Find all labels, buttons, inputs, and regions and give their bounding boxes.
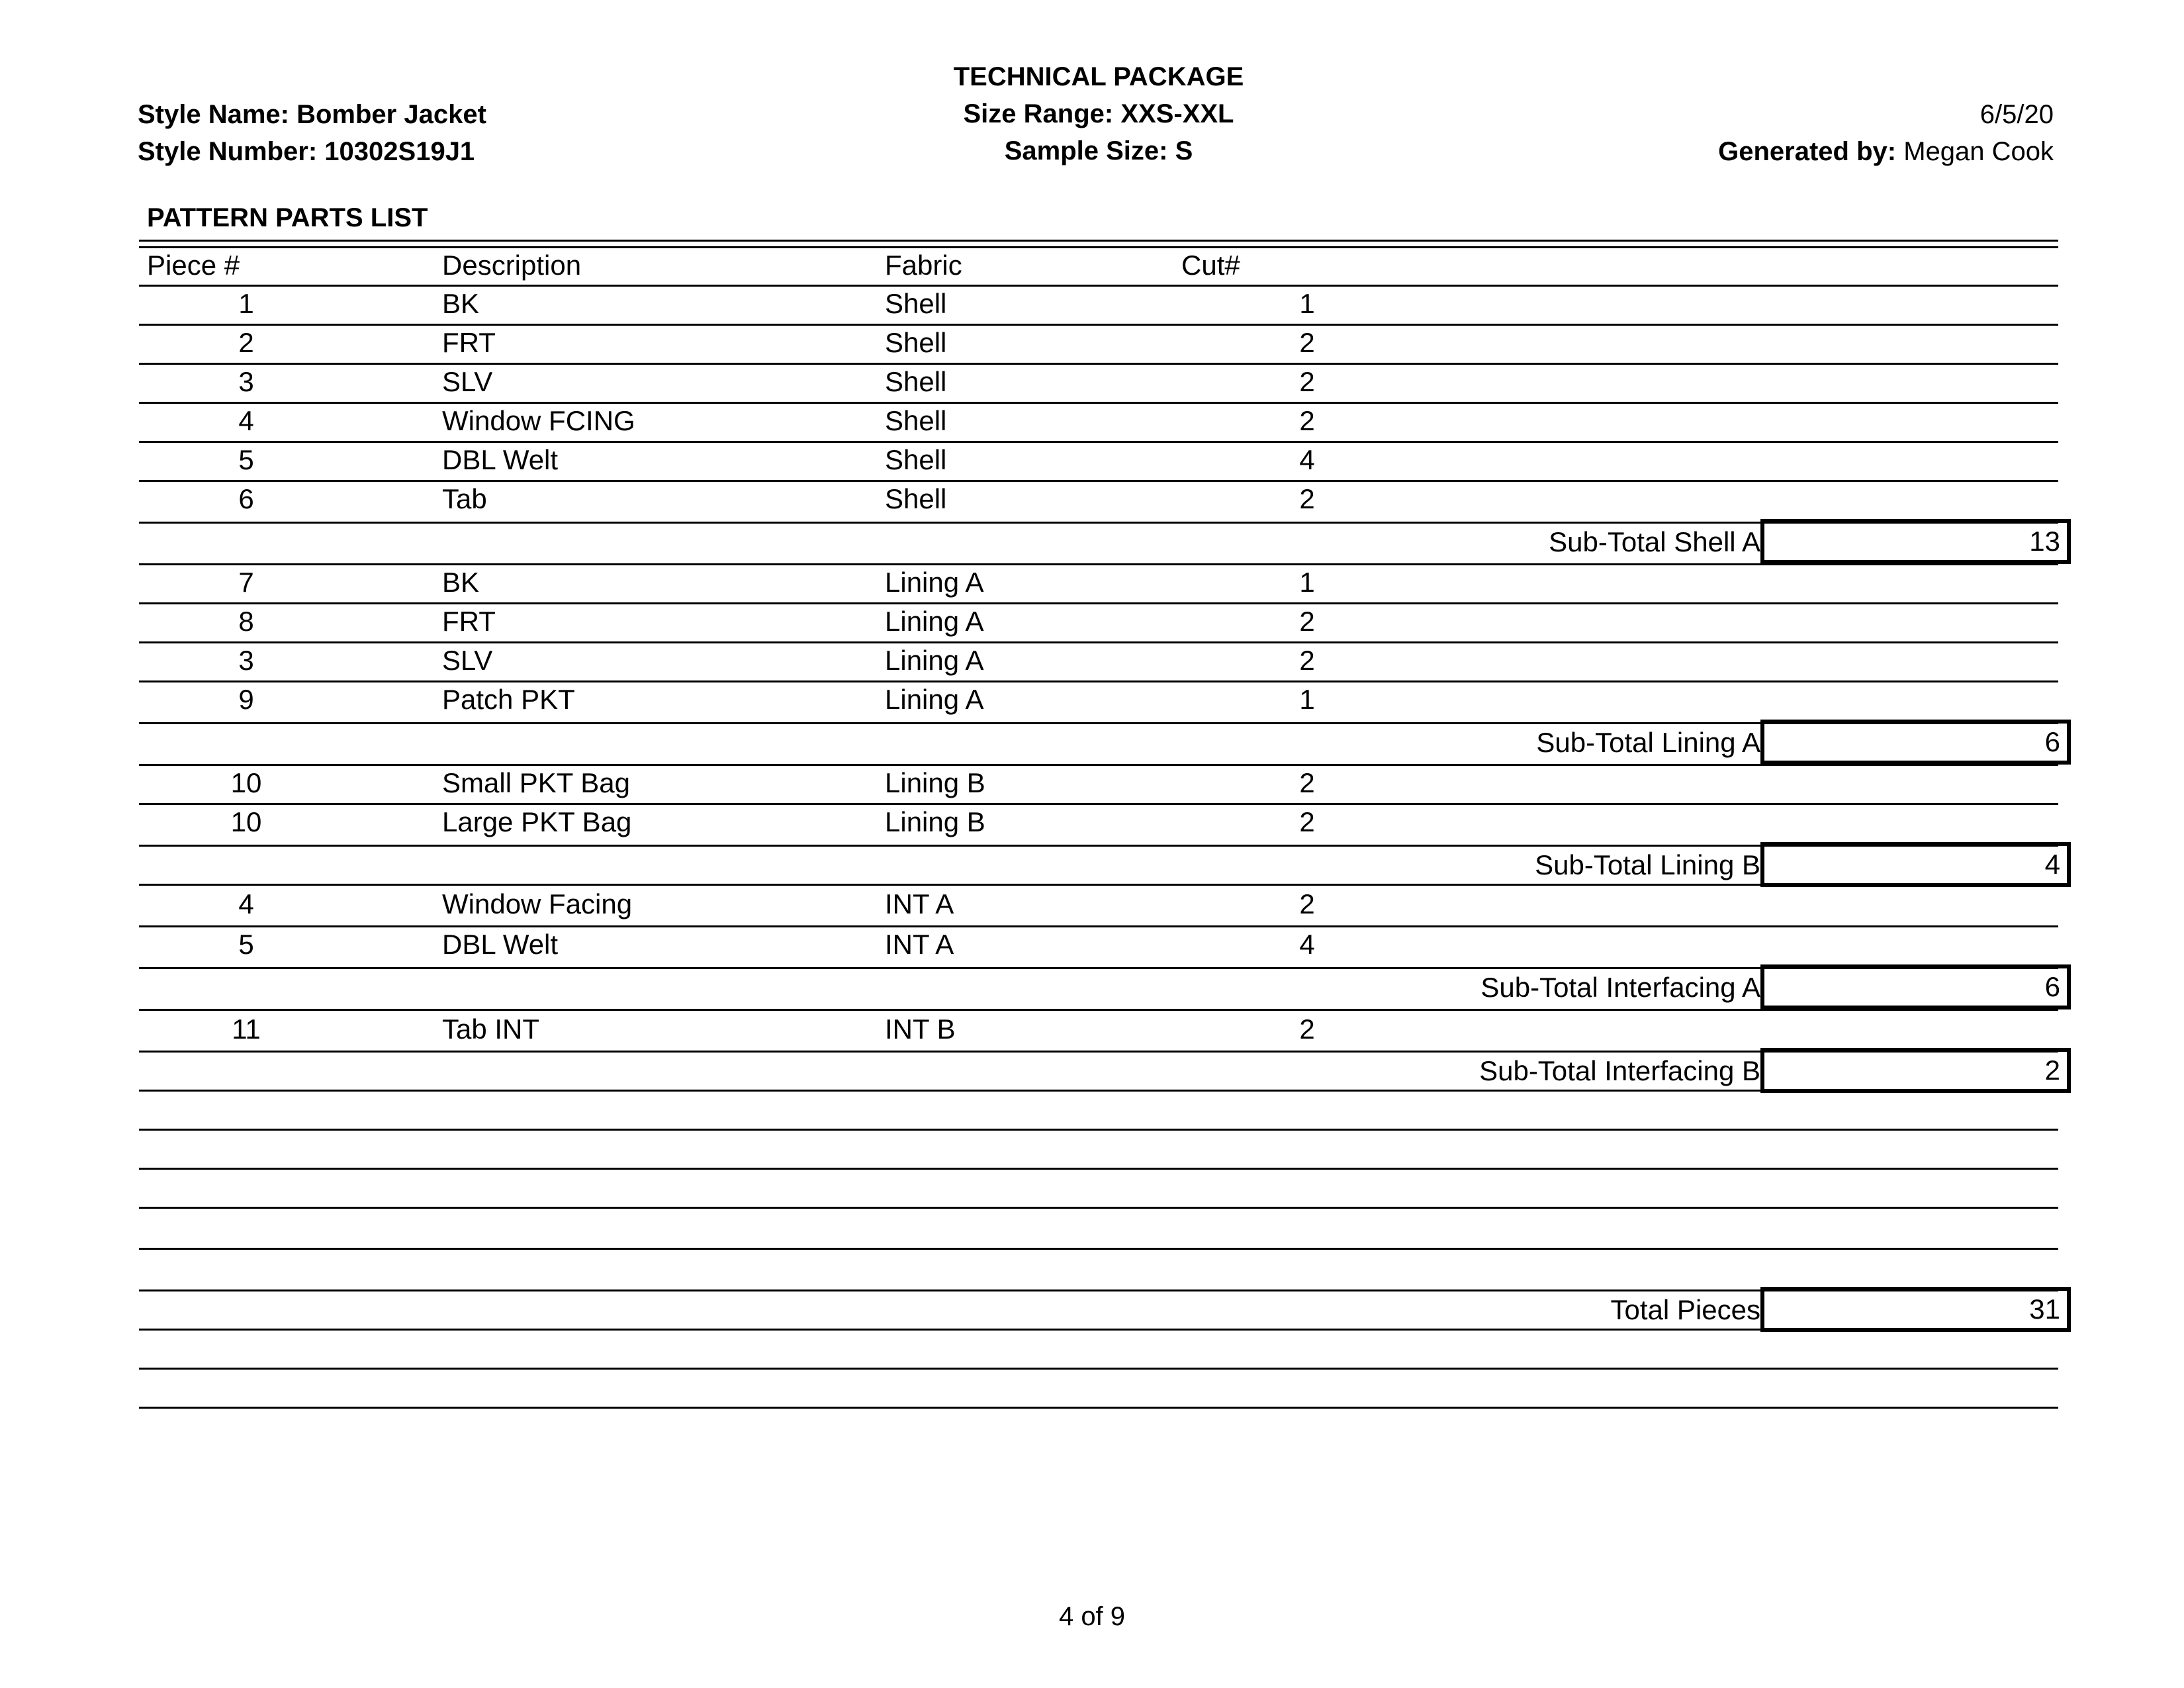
cell-cut: 2	[1299, 483, 1315, 514]
subtotal-value: 2	[1760, 1048, 2071, 1093]
subtotal-label: Sub-Total Lining A	[1536, 727, 1760, 758]
cell-fabric: Shell	[885, 366, 947, 397]
subtotal-value: 6	[1760, 720, 2071, 765]
header-right	[1718, 96, 2054, 170]
cell-fabric: Lining A	[885, 684, 984, 715]
cell-piece: 3	[238, 366, 254, 397]
header-left	[138, 96, 486, 170]
cell-description: Large PKT Bag	[442, 806, 632, 837]
cell-fabric: Lining B	[885, 767, 985, 798]
cell-cut: 2	[1299, 1013, 1315, 1045]
row-rule	[139, 1407, 2058, 1409]
cell-piece: 1	[238, 288, 254, 319]
cell-description: Window Facing	[442, 888, 633, 919]
cell-cut: 1	[1299, 567, 1315, 598]
cell-description: FRT	[442, 327, 496, 358]
style-name: Style Name: Bomber Jacket	[138, 100, 486, 129]
row-rule	[139, 602, 2058, 604]
cell-fabric: INT B	[885, 1013, 956, 1045]
cell-cut: 4	[1299, 929, 1315, 960]
cell-fabric: Shell	[885, 288, 947, 319]
subtotal-value: 6	[1760, 964, 2071, 1009]
row-rule	[139, 1168, 2058, 1170]
cell-cut: 2	[1299, 405, 1315, 436]
cell-description: DBL Welt	[442, 444, 559, 475]
cell-fabric: Lining A	[885, 567, 984, 598]
cell-cut: 2	[1299, 606, 1315, 637]
cell-cut: 2	[1299, 806, 1315, 837]
generated-by-value: Megan Cook	[1896, 137, 2054, 166]
total-label: Total Pieces	[1610, 1294, 1760, 1325]
cell-piece: 3	[238, 645, 254, 676]
row-rule	[139, 441, 2058, 443]
row-rule	[139, 1129, 2058, 1131]
cell-piece: 4	[238, 888, 254, 919]
row-rule	[139, 803, 2058, 805]
cell-fabric: Shell	[885, 327, 947, 358]
sample-size: Sample Size: S	[1004, 136, 1193, 165]
subtotal-label: Sub-Total Lining B	[1535, 849, 1760, 880]
row-rule	[139, 363, 2058, 365]
cell-fabric: Lining B	[885, 806, 985, 837]
cell-piece: 2	[238, 327, 254, 358]
cell-fabric: Shell	[885, 483, 947, 514]
cell-piece: 9	[238, 684, 254, 715]
cell-description: Window FCING	[442, 405, 635, 436]
row-rule	[139, 402, 2058, 404]
cell-description: SLV	[442, 645, 493, 676]
page-number: 4 of 9	[1058, 1602, 1126, 1631]
cell-cut: 2	[1299, 767, 1315, 798]
header-center	[768, 58, 1430, 169]
cell-cut: 2	[1299, 888, 1315, 919]
cell-cut: 4	[1299, 444, 1315, 475]
cell-description: FRT	[442, 606, 496, 637]
cell-cut: 2	[1299, 366, 1315, 397]
cell-piece: 4	[238, 405, 254, 436]
cell-fabric: Shell	[885, 444, 947, 475]
row-rule	[139, 925, 2058, 927]
cell-piece: 11	[232, 1013, 261, 1045]
total-value: 31	[1760, 1287, 2071, 1332]
column-header-cut: Cut#	[1181, 250, 1240, 281]
cell-piece: 8	[238, 606, 254, 637]
cell-description: Tab	[442, 483, 487, 514]
cell-cut: 2	[1299, 645, 1315, 676]
cell-description: BK	[442, 567, 480, 598]
table-top-rule-double	[139, 246, 2058, 248]
cell-cut: 1	[1299, 684, 1315, 715]
row-rule	[139, 1368, 2058, 1370]
generated-by	[1718, 133, 2054, 170]
cell-piece: 5	[238, 444, 254, 475]
cell-fabric: INT A	[885, 888, 954, 919]
section-title: PATTERN PARTS LIST	[147, 203, 428, 232]
table-top-rule	[139, 240, 2058, 242]
cell-description: DBL Welt	[442, 929, 559, 960]
cell-piece: 7	[238, 567, 254, 598]
column-header-description: Description	[442, 250, 582, 281]
cell-description: Patch PKT	[442, 684, 575, 715]
column-header-piece: Piece #	[147, 250, 240, 281]
size-range: Size Range: XXS-XXL	[963, 99, 1234, 128]
cell-fabric: INT A	[885, 929, 954, 960]
cell-piece: 10	[230, 767, 262, 798]
cell-description: SLV	[442, 366, 493, 397]
cell-fabric: Lining A	[885, 606, 984, 637]
subtotal-value: 13	[1760, 519, 2071, 564]
page-title: TECHNICAL PACKAGE	[953, 62, 1244, 91]
row-rule	[139, 641, 2058, 643]
subtotal-label: Sub-Total Shell A	[1549, 526, 1760, 557]
row-rule	[139, 1207, 2058, 1209]
subtotal-value: 4	[1760, 842, 2071, 887]
style-number: Style Number: 10302S19J1	[138, 137, 475, 166]
column-header-fabric: Fabric	[885, 250, 962, 281]
row-rule	[139, 1248, 2058, 1250]
generated-by-label: Generated by:	[1718, 137, 1897, 166]
cell-description: Small PKT Bag	[442, 767, 631, 798]
cell-cut: 1	[1299, 288, 1315, 319]
cell-piece: 6	[238, 483, 254, 514]
row-rule	[139, 480, 2058, 482]
cell-piece: 5	[238, 929, 254, 960]
subtotal-label: Sub-Total Interfacing A	[1480, 972, 1760, 1003]
row-rule	[139, 324, 2058, 326]
cell-piece: 10	[230, 806, 262, 837]
row-rule	[139, 680, 2058, 682]
subtotal-label: Sub-Total Interfacing B	[1479, 1055, 1760, 1086]
cell-fabric: Shell	[885, 405, 947, 436]
cell-description: BK	[442, 288, 480, 319]
cell-description: Tab INT	[442, 1013, 540, 1045]
cell-fabric: Lining A	[885, 645, 984, 676]
row-rule	[139, 285, 2058, 287]
date: 6/5/20	[1979, 100, 2054, 129]
cell-cut: 2	[1299, 327, 1315, 358]
